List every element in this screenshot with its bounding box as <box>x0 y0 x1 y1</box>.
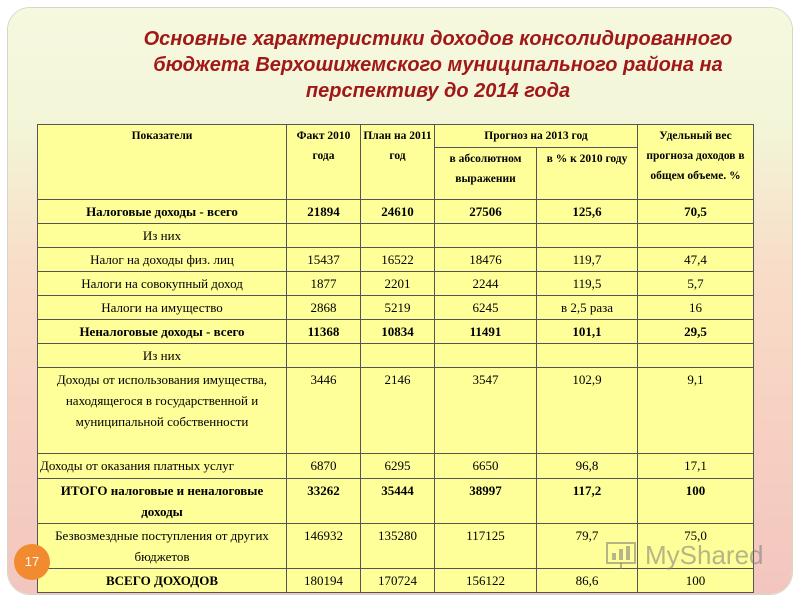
cell-pct2010: 119,5 <box>537 272 638 296</box>
cell-pct2010: 125,6 <box>537 200 638 224</box>
table-row <box>38 272 754 296</box>
cell-abs2013: 18476 <box>435 248 537 272</box>
cell-abs2013: 27506 <box>435 200 537 224</box>
cell-pct2010: 86,6 <box>537 569 638 593</box>
cell-fact2010: 33262 <box>287 479 361 524</box>
cell-share: 75,0 <box>638 524 754 569</box>
table-row <box>38 344 754 368</box>
cell-share: 17,1 <box>638 454 754 479</box>
cell-plan2011 <box>361 224 435 248</box>
cell-share: 29,5 <box>638 320 754 344</box>
cell-name: Из них <box>38 344 287 368</box>
cell-pct2010: 119,7 <box>537 248 638 272</box>
cell-share <box>638 344 754 368</box>
cell-name: Доходы от использования имущества, находящегося в государственной и муниципальной собственности <box>38 368 287 454</box>
cell-name: Налоги на имущество <box>38 296 287 320</box>
cell-plan2011: 6295 <box>361 454 435 479</box>
cell-pct2010: в 2,5 раза <box>537 296 638 320</box>
cell-share: 47,4 <box>638 248 754 272</box>
cell-plan2011 <box>361 344 435 368</box>
cell-abs2013: 11491 <box>435 320 537 344</box>
cell-plan2011: 10834 <box>361 320 435 344</box>
cell-abs2013: 3547 <box>435 368 537 454</box>
cell-abs2013: 38997 <box>435 479 537 524</box>
cell-plan2011: 2201 <box>361 272 435 296</box>
header-indicators: Показатели <box>38 125 287 200</box>
cell-share: 70,5 <box>638 200 754 224</box>
cell-pct2010: 96,8 <box>537 454 638 479</box>
title-line-1: Основные характеристики доходов консолидированного <box>143 28 733 50</box>
title-line-3: перспективу до 2014 года <box>305 80 571 102</box>
cell-name: Налоги на совокупный доход <box>38 272 287 296</box>
table-row <box>38 296 754 320</box>
cell-name: Налог на доходы физ. лиц <box>38 248 287 272</box>
watermark <box>605 538 765 572</box>
table-row <box>38 368 754 454</box>
header-fact-2010: Факт 2010 года <box>287 125 361 200</box>
cell-plan2011: 35444 <box>361 479 435 524</box>
table-body <box>38 200 754 593</box>
slide-title <box>68 26 792 104</box>
cell-fact2010: 11368 <box>287 320 361 344</box>
cell-pct2010 <box>537 224 638 248</box>
title-line-2: бюджета Верхошижемского муниципального района на <box>153 54 723 76</box>
table-row <box>38 200 754 224</box>
header-share: Удельный вес прогноза доходов в общем объеме. % <box>638 125 754 200</box>
cell-name: Неналоговые доходы - всего <box>38 320 287 344</box>
cell-share: 9,1 <box>638 368 754 454</box>
cell-pct2010: 102,9 <box>537 368 638 454</box>
cell-share: 100 <box>638 479 754 524</box>
cell-fact2010 <box>287 224 361 248</box>
cell-plan2011: 2146 <box>361 368 435 454</box>
cell-share <box>638 224 754 248</box>
cell-pct2010: 101,1 <box>537 320 638 344</box>
cell-plan2011: 135280 <box>361 524 435 569</box>
header-plan-2011: План на 2011 год <box>361 125 435 200</box>
income-table <box>37 124 754 593</box>
table-row <box>38 224 754 248</box>
cell-abs2013: 6245 <box>435 296 537 320</box>
table-row <box>38 479 754 524</box>
cell-abs2013: 117125 <box>435 524 537 569</box>
cell-plan2011: 5219 <box>361 296 435 320</box>
header-absolute: в абсолютном выражении <box>435 148 537 200</box>
cell-name: Безвозмездные поступления от других бюджетов <box>38 524 287 569</box>
cell-abs2013: 156122 <box>435 569 537 593</box>
table-row <box>38 569 754 593</box>
cell-name: Доходы от оказания платных услуг <box>38 454 287 479</box>
table-row <box>38 454 754 479</box>
watermark-text: MyShared <box>645 540 764 570</box>
cell-abs2013 <box>435 224 537 248</box>
cell-abs2013 <box>435 344 537 368</box>
cell-share: 5,7 <box>638 272 754 296</box>
slide-number-badge: 17 <box>14 544 50 580</box>
cell-fact2010: 180194 <box>287 569 361 593</box>
table-row <box>38 248 754 272</box>
cell-fact2010: 15437 <box>287 248 361 272</box>
cell-share: 100 <box>638 569 754 593</box>
cell-fact2010: 2868 <box>287 296 361 320</box>
cell-abs2013: 6650 <box>435 454 537 479</box>
cell-share: 16 <box>638 296 754 320</box>
cell-fact2010: 1877 <box>287 272 361 296</box>
header-percent-2010: в % к 2010 году <box>537 148 638 200</box>
cell-name: Из них <box>38 224 287 248</box>
cell-pct2010: 79,7 <box>537 524 638 569</box>
watermark-icon <box>605 540 639 570</box>
cell-name: Налоговые доходы - всего <box>38 200 287 224</box>
header-forecast-2013: Прогноз на 2013 год <box>435 125 638 148</box>
cell-pct2010 <box>537 344 638 368</box>
cell-fact2010: 21894 <box>287 200 361 224</box>
cell-fact2010 <box>287 344 361 368</box>
cell-fact2010: 6870 <box>287 454 361 479</box>
cell-plan2011: 16522 <box>361 248 435 272</box>
cell-abs2013: 2244 <box>435 272 537 296</box>
cell-plan2011: 24610 <box>361 200 435 224</box>
table-row <box>38 320 754 344</box>
cell-fact2010: 146932 <box>287 524 361 569</box>
cell-fact2010: 3446 <box>287 368 361 454</box>
cell-name: ВСЕГО ДОХОДОВ <box>38 569 287 593</box>
cell-plan2011: 170724 <box>361 569 435 593</box>
cell-pct2010: 117,2 <box>537 479 638 524</box>
cell-name: ИТОГО налоговые и неналоговые доходы <box>38 479 287 524</box>
